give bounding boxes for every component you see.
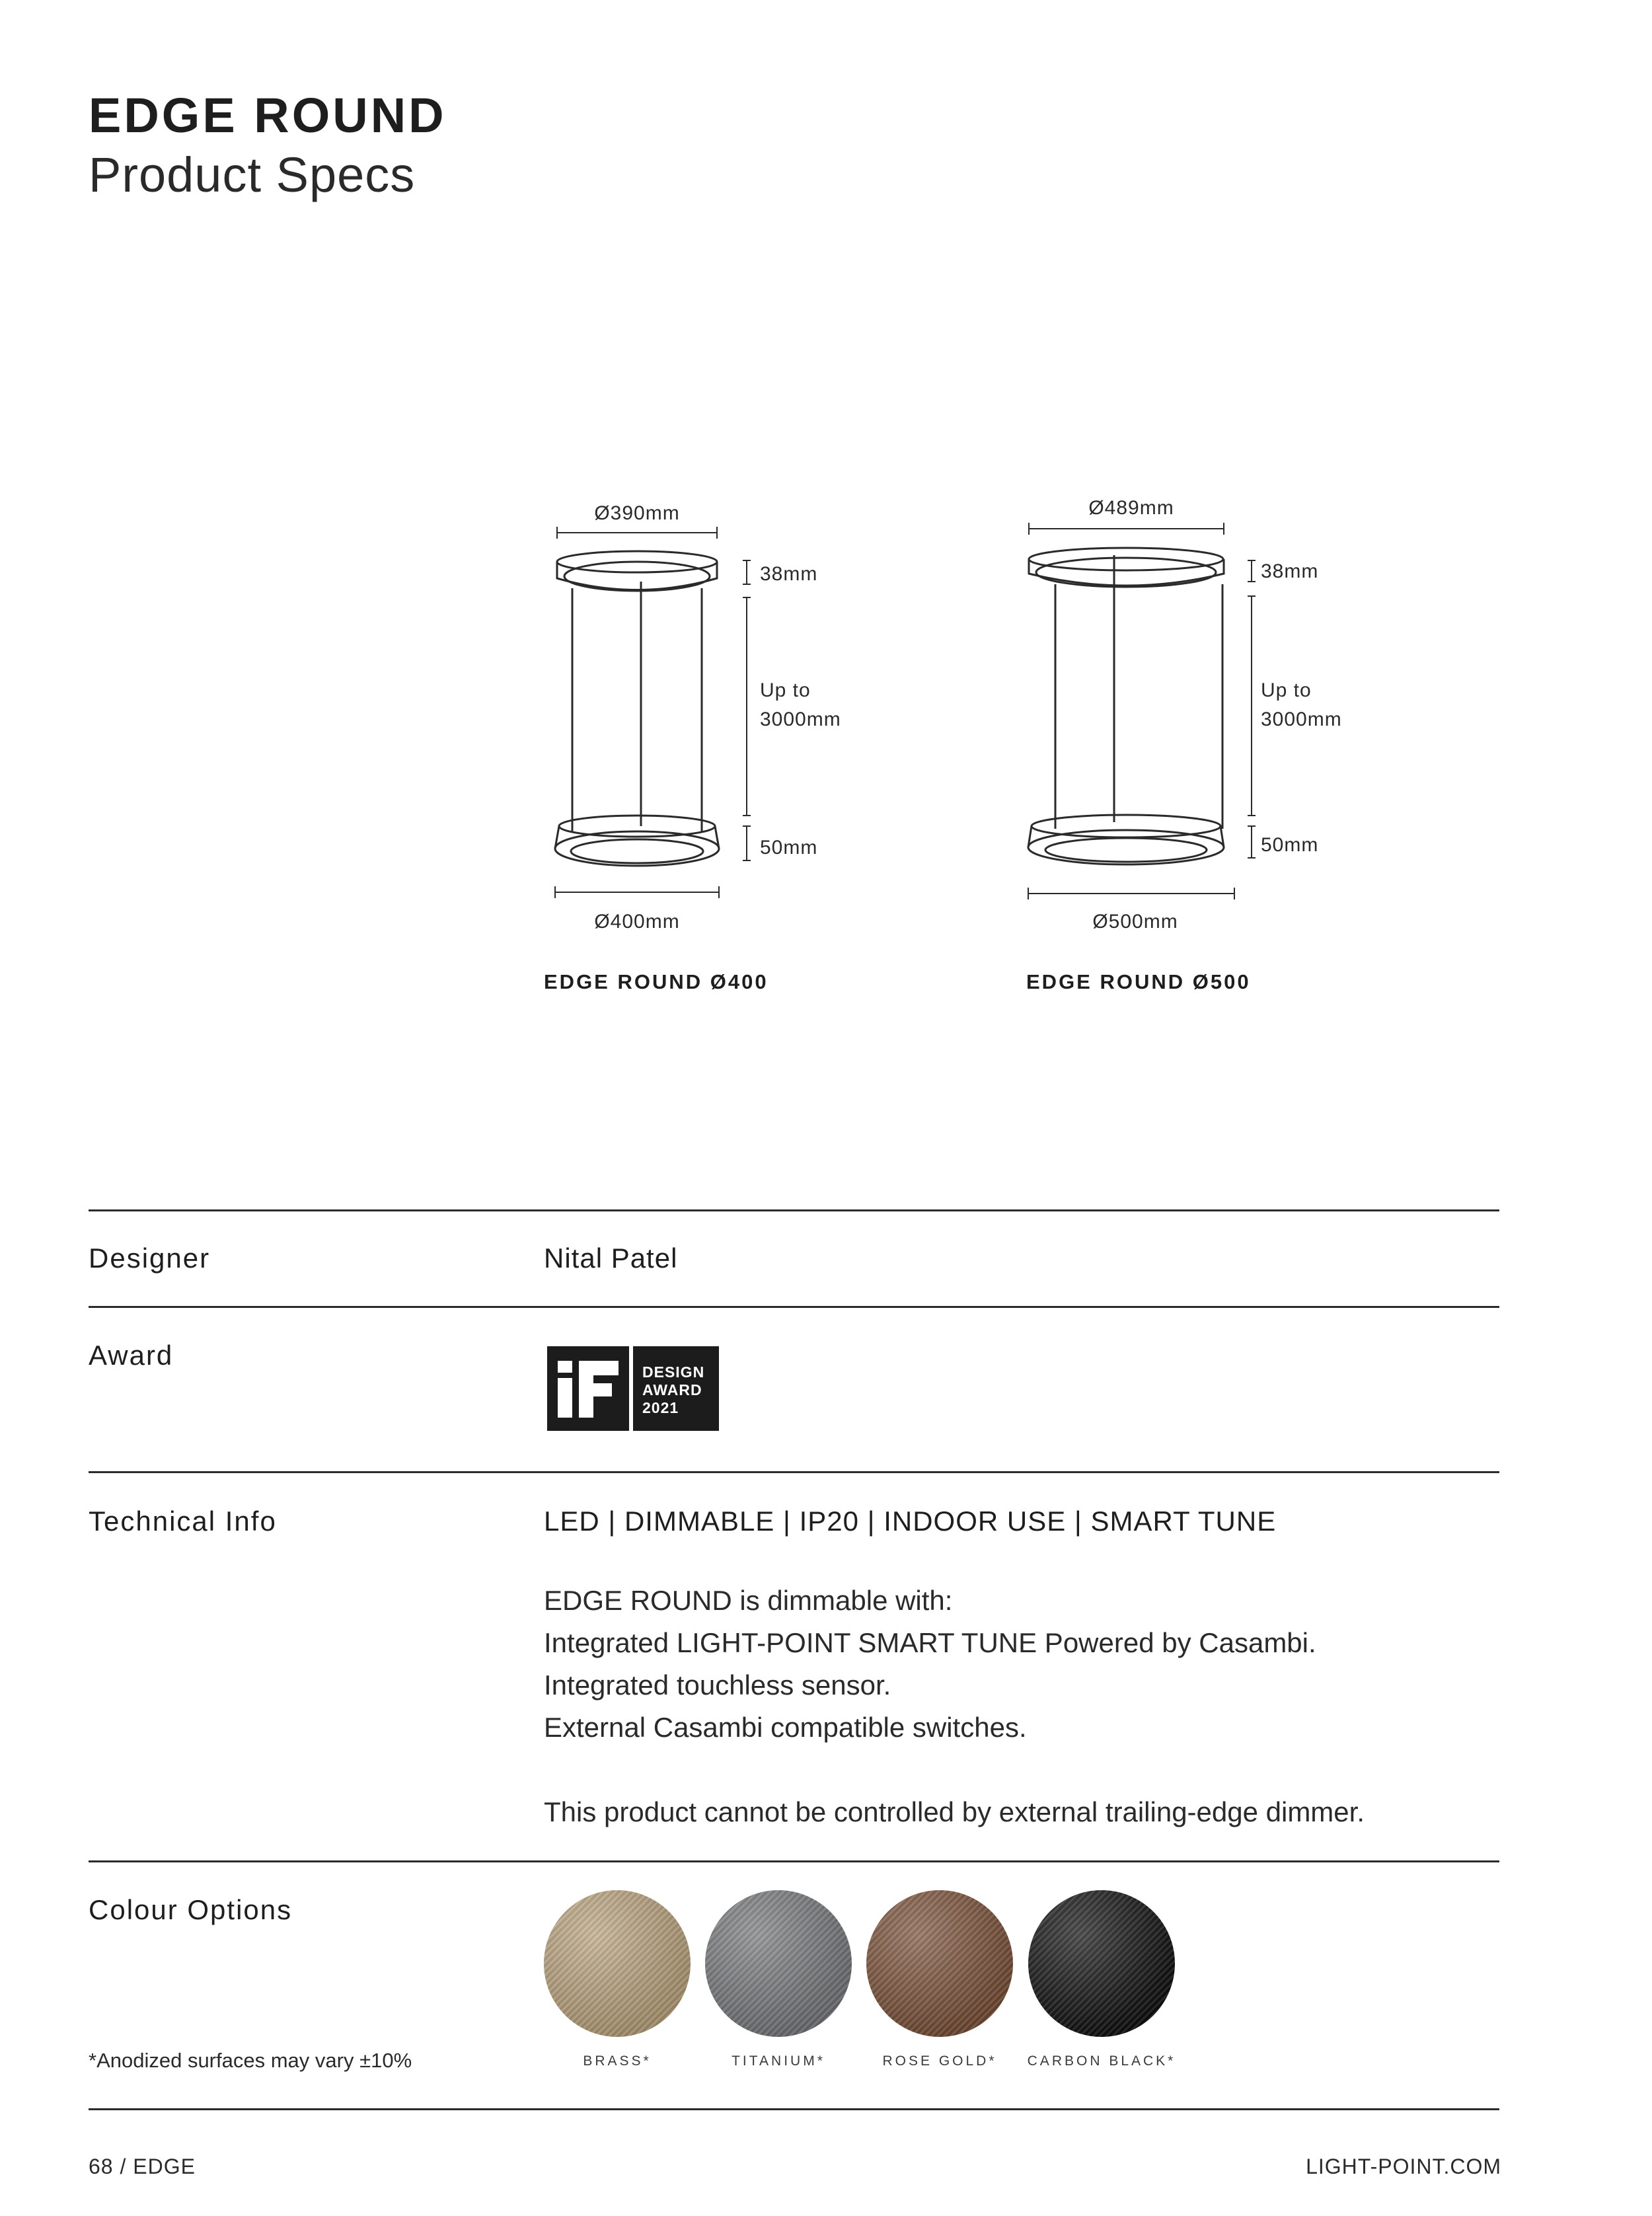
table-rule (89, 1209, 1499, 1211)
technical-line: Integrated LIGHT-POINT SMART TUNE Powered by Casambi. (544, 1627, 1316, 1658)
drawing-edge-round-500 (1028, 523, 1256, 899)
swatch-rose-gold (866, 1890, 1013, 2037)
model-label-400: EDGE ROUND Ø400 (544, 970, 769, 993)
cable-length-label-1: Up to (760, 679, 811, 701)
top-diameter-label: Ø390mm (594, 502, 680, 524)
cable-length-label-2: 3000mm (1261, 708, 1342, 730)
designer-label: Designer (89, 1242, 211, 1274)
if-logo-icon (558, 1361, 619, 1418)
technical-info-label: Technical Info (89, 1506, 277, 1537)
technical-note: This product cannot be controlled by external trailing-edge dimmer. (544, 1796, 1365, 1827)
award-line-2: AWARD (642, 1381, 702, 1398)
swatch-carbon-black (1028, 1890, 1175, 2037)
swatch-label-rose-gold: ROSE GOLD* (882, 2053, 997, 2069)
swatch-titanium (705, 1890, 852, 2037)
bottom-diameter-label: Ø500mm (1092, 911, 1178, 933)
page-subtitle: Product Specs (89, 147, 416, 202)
technical-line: Integrated touchless sensor. (544, 1669, 891, 1700)
bottom-height-label: 50mm (1261, 834, 1319, 856)
award-line-3: 2021 (642, 1399, 679, 1416)
technical-details (544, 1580, 1365, 1833)
table-rule (89, 1306, 1499, 1308)
swatch-label-brass: BRASS* (583, 2053, 652, 2069)
top-height-label: 38mm (1261, 560, 1319, 582)
bottom-height-label: 50mm (760, 837, 818, 859)
drawing-edge-round-400 (555, 527, 751, 898)
swatch-label-titanium: TITANIUM* (732, 2053, 825, 2069)
table-rule (89, 1471, 1499, 1473)
top-height-label: 38mm (760, 563, 818, 585)
page-title: EDGE ROUND (89, 88, 447, 143)
technical-drawings (0, 0, 1652, 1031)
technical-summary: LED | DIMMABLE | IP20 | INDOOR USE | SMART TUNE (544, 1506, 1277, 1537)
anodized-footnote: *Anodized surfaces may vary ±10% (89, 2049, 412, 2072)
if-design-award-badge (547, 1346, 719, 1431)
table-rule (89, 2108, 1499, 2110)
bottom-diameter-label: Ø400mm (594, 911, 680, 933)
top-diameter-label: Ø489mm (1088, 497, 1174, 519)
bottom-ring (559, 816, 715, 837)
website-link[interactable]: LIGHT-POINT.COM (1306, 2155, 1501, 2178)
technical-line: External Casambi compatible switches. (544, 1712, 1027, 1743)
technical-line: EDGE ROUND is dimmable with: (544, 1585, 953, 1616)
cable-length-label-2: 3000mm (760, 708, 841, 730)
award-line-1: DESIGN (642, 1363, 705, 1381)
table-rule (89, 1860, 1499, 1862)
award-label: Award (89, 1340, 174, 1371)
swatch-label-carbon-black: CARBON BLACK* (1027, 2053, 1176, 2069)
model-label-500: EDGE ROUND Ø500 (1026, 970, 1251, 993)
designer-value: Nital Patel (544, 1242, 678, 1274)
colour-options-label: Colour Options (89, 1894, 293, 1925)
cable-length-label-1: Up to (1261, 679, 1312, 701)
page-number: 68 / EDGE (89, 2155, 196, 2178)
swatch-brass (544, 1890, 691, 2037)
